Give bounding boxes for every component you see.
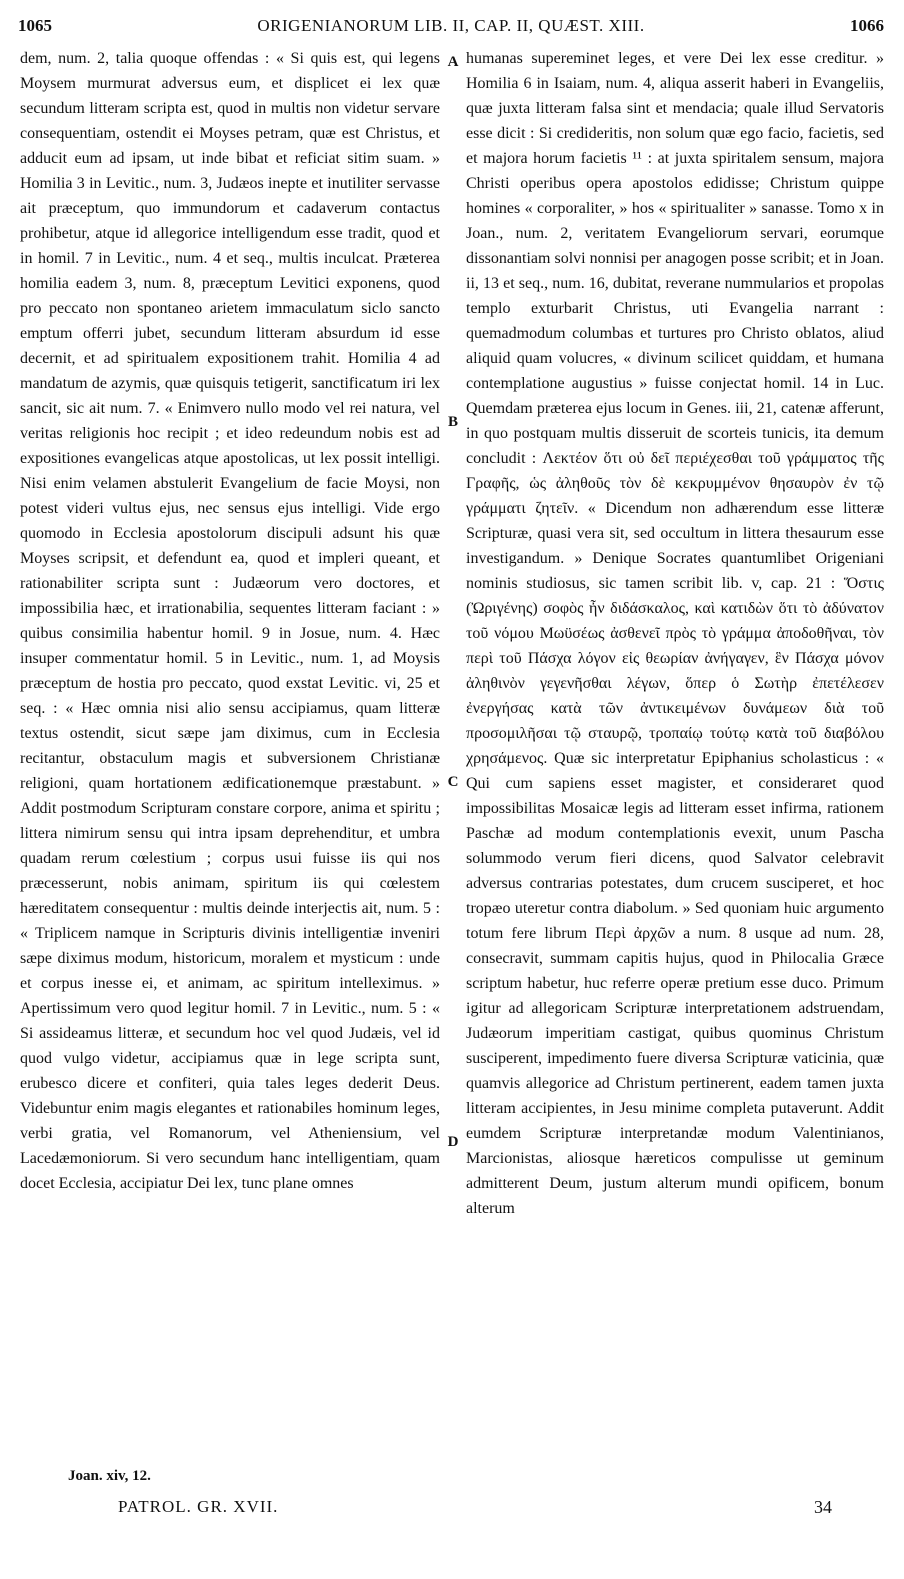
printer-signature: PATROL. GR. XVII.: [118, 1497, 279, 1516]
margin-letter-b: B: [447, 414, 458, 430]
left-column-text: dem, num. 2, talia quoque offendas : « Si quis est, qui legens Moysem murmurat adversus eum, et displicet ei lex quæ secundum litteram scripta est, quod in multis non videtur servare consequentiam, ostendit ei Moyses petram, quæ est Christus, et adducit eum ad ipsam, ut inde bibat et reficiat sitim suam. » Homilia 3 in Levitic., num. 3, Judæos inepte et inutiliter servasse ait præceptum, quo immundorum et cadaverum contactus prohibetur, atque id allegorice intelligendum esse tradit, quod et in homil. 7 in Levitic., num. 4 et seq., multis inculcat. Præterea homilia eadem 3, num. 8, præceptum Levitici exponens, quod pro peccato non spontaneo arietem immaculatum siclo sancto emptum offerri jubet, secundum litteram absurdum id esse decernit, et ad spiritualem expositionem trahit. Homilia 4 ad mandatum de azymis, quæ quisquis tetigerit, sanctificatum iri lex sancit, sic ait num. 7. « Enimvero nullo modo vel rei natura, vel veritas religionis hoc recipit ; et ideo redeundum nobis est ad expositiones evangelicas atque apostolicas, ut lex possit intelligi. Nisi enim velamen abstulerit Evangelium de facie Moysi, non potest videri vultus ejus, nec sensus ejus intelligi. Vide ergo quomodo in Ecclesia apostolorum discipuli adsunt his quæ Moyses scripsit, et defendunt ea, quod et impleri queant, et rationabiliter scripta sunt : Judæorum vero doctores, et impossibilia hæc, et irrationabilia, sequentes litteram faciant : » quibus consimilia habentur homil. 9 in Josue, num. 4. Hæc insuper commentatur homil. 5 in Levitic., num. 1, ad Moysis præceptum de hostia pro peccato, quod exstat Levitic. vi, 25 et seq. : « Hæc omnia nisi alio sensu accipiamus, quam litteræ textus ostendit, sicut sæpe jam diximus, cum in Ecclesia recitantur, obstaculum magis et subversionem Christianæ religioni, quam hortationem ædificationemque præstabunt. » Addit postmodum Scripturam constare corpore, anima et spiritu ; littera nimirum sensu qui intra ipsam deprehenditur, et umbra quadam rerum cœlestium ; corpus usui fuisse iis qui nos præcesserunt, nobis animam, spiritum iis qui cœlestem hæreditatem consequentur : multis deinde interjectis ait, num. 5 : « Triplicem namque in Scripturis divinis intelligentiæ inveniri sæpe diximus modum, historicum, moralem et mysticum : unde et corpus inesse ei, et animam, ac spiritum intelleximus. » Apertissimum vero quod legitur homil. 7 in Levitic., num. 5 : « Si assideamus litteræ, et secundum hoc vel quod Judæis, vel id quod vulgo videtur, accipiamus quæ in lege scripta sunt, erubesco dicere et confiteri, quia tales leges dederit Deus. Videbuntur enim magis elegantes et rationabiles hominum leges, verbi gratia, vel Romanorum, vel Atheniensium, vel Lacedæmoniorum. Si vero secundum hanc intelligentiam, quam docet Ecclesia, accipiatur Dei lex, tunc plane omnes: [20, 50, 440, 1192]
page-number-right: 1066: [850, 16, 884, 35]
margin-letter-a: A: [447, 54, 459, 70]
margin-letters: [440, 46, 466, 1186]
page-number-left: 1065: [18, 16, 52, 35]
running-header: [18, 16, 884, 42]
right-column-text: humanas supereminet leges, et vere Dei lex esse creditur. » Homilia 6 in Isaiam, num. 4, aliqua asserit haberi in Evangeliis, quæ juxta litteram falsa sint et mendacia; quale illud Servatoris esse dicit : Si credideritis, non solum quæ ego facio, facietis, sed et majora horum facietis ¹¹ : at juxta spiritalem sensum, majora Christi operibus opera apostolos edidisse; Christum quippe homines « corporaliter, » hos « spiritualiter » sanasse. Tomo x in Joan., num. 2, veritatem Evangeliorum servari, eorumque dissonantiam solvi nonnisi per anagogen posse scribit; et in Joan. ii, 13 et seq., num. 16, dubitat, reverane nummularios et propolas templo exturbarit Christus, uti Evangelia narrant : quemadmodum columbas et turtures pro Christo oblatos, aliud aliquid quam volucres, « divinum scilicet quiddam, et humana contemplatione augustius » fuisse conjectat homil. 14 in Luc. Quemdam præterea ejus locum in Genes. iii, 21, catenæ afferunt, in quo postquam multis disseruit de scorteis tunicis, ita demum concludit : Λεκτέον ὅτι οὐ δεῖ περιέχεσθαι τοῦ γράμματος τῆς Γραφῆς, ὡς ἀληθοῦς τὸν δὲ κεκρυμμένον θησαυρὸν ἐν τῷ γράμματι ζητεῖν. « Dicendum non adhærendum esse litteræ Scripturæ, quasi vera sit, sed occultum in littera thesaurum esse investigandum. » Denique Socrates quantumlibet Origeniani nominis studiosus, sic tamen scribit lib. v, cap. 21 : Ὅστις (Ὠριγένης) σοφὸς ἦν διδάσκαλος, καὶ κατιδὼν ὅτι τὸ ἀδύνατον τοῦ νόμου Μωϋσέως ἀσθενεῖ πρὸς τὸ γράμμα ἀποδοθῆναι, τὸν περὶ τοῦ Πάσχα λόγον εἰς θεωρίαν ἀνήγαγεν, ἓν Πάσχα μόνον ἀληθινὸν γεγενῆσθαι λέγων, ὅπερ ὁ Σωτὴρ ἐπετέλεσεν ἐνεργήσας κατὰ τῶν ἀντικειμένων δυνάμεων διὰ τοῦ προσομιλῆσαι τῷ σταυρῷ, τροπαίῳ τούτῳ κατὰ τοῦ διαβόλου χρησάμενος. Quæ sic interpretatur Epiphanius scholasticus : « Qui cum sapiens esset magister, et consideraret quod impossibilitas Mosaicæ legis ad litteram esset infirma, rationem Paschæ ad modum contemplationis evexit, unum Pascha solummodo verum fieri dicens, quod Salvator celebravit adversus contrarias potestates, dum crucem susciperet, et hoc tropæo uteretur contra diabolum. » Sed quoniam huic argumento totum fere librum Περὶ ἀρχῶν a num. 8 usque ad num. 28, consecravit, summam capitis hujus, quod in Philocalia Græce scriptum habetur, huc referre operæ pretium esse duco. Primum igitur ad allegoricam Scripturæ interpretationem adstruendam, Judæorum imperitiam castigat, quibus quominus Christum susciperent, impedimento fuere diversa Scripturæ vaticinia, quæ quamvis allegorice ad Christum pertinerent, eadem tamen juxta litteram accipientes, in Jesu minime completa putaverunt. Addit eumdem Scripturæ interpretandæ modum Valentinianos, Marcionistas, aliosque hæreticos compulisse ut geminum admitterent Deum, justum alterum mundi opificem, bonum alterum: [466, 50, 884, 1217]
left-column: [20, 46, 440, 1196]
footnote: Joan. xiv, 12.: [68, 1468, 151, 1484]
right-column: [466, 46, 884, 1221]
margin-letter-d: D: [447, 1134, 459, 1150]
signature-number: 34: [814, 1497, 832, 1517]
margin-letter-c: C: [447, 774, 459, 790]
running-title: ORIGENIANORUM LIB. II, CAP. II, QUÆST. XIII.: [257, 16, 645, 35]
